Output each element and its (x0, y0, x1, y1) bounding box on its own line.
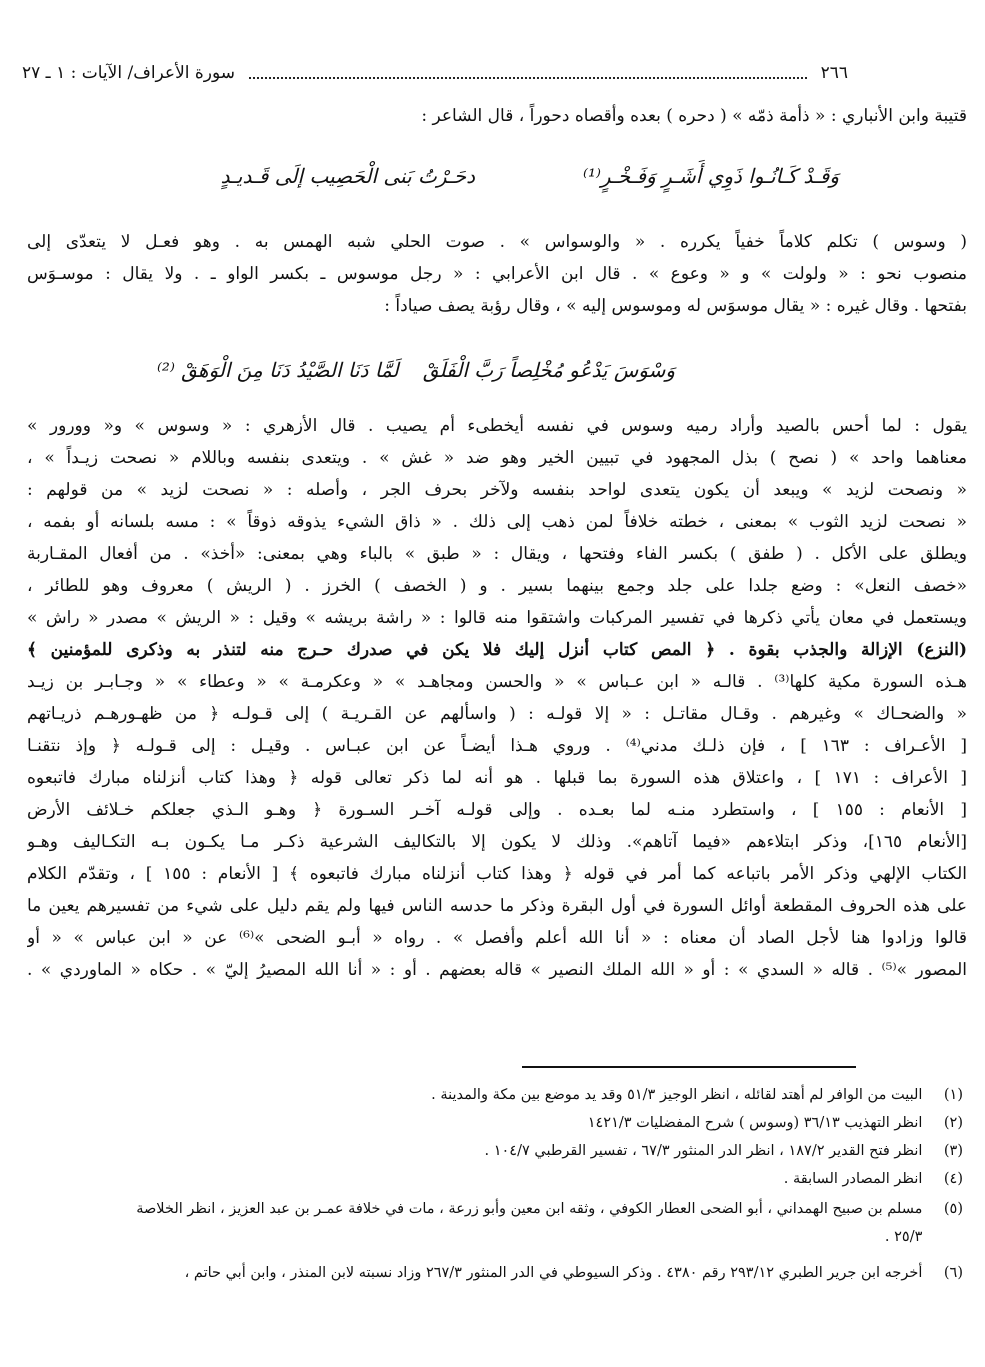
para1-line-3: بفتحها . وقال غيره : « يقال موسوَس له وموسوس إليه » ، وقال رؤبة يصف صياداً : (384, 296, 967, 316)
footnote-text: انظر التهذيب ٣٦/١٣ (وسوس ) شرح المفضليات ١٤٢١/٣ (587, 1115, 923, 1131)
footnote-text: انظر المصادر السابقة . (783, 1171, 923, 1187)
para2-line-11: [ الأعـراف : ١٦٣ ] ، فإن ذلـك مدني⁽⁴⁾ . وروي هـذا أيضـاً عن ابن عبـاس . وقيـل : إلى قـولـه ﴿ وإذ نتقنـا (27, 736, 967, 756)
page-number: ٢٦٦ (820, 63, 848, 83)
para2-line-13: [ الأنعام : ١٥٥ ] ، واستطرد منـه لما بعـده . وإلى قولـه آخـر السـورة ﴿ وهـو الـذي جعلكم خـلائف الأرض (27, 800, 967, 820)
para2-line-1: يقول : لما أحس بالصيد وأراد رميه وسوس في نفسه أيخطىء أم يصيب . قال الأزهري : « وسوس » و« وورور » (27, 416, 967, 436)
footnote-text: مسلم بن صبيح الهمداني ، أبو الضحى العطار الكوفي ، وثقه ابن معين وأبو زرعة ، مات في خلافة عمـر بن عبد العزيز ، انظر الخلاصة (136, 1201, 923, 1217)
footnote-4 (23, 1166, 963, 1192)
verse1-hemistich2: وَقَـدْ كَـانُـوا ذَوِي أَشَـرٍ وَفَـخْـرٍ⁽¹⁾ (583, 164, 839, 188)
footnote-text: البيت من الوافر لم أهتد لقائله ، انظر الوجيز ٥١/٣ وقد يد موضع بين مكة والمدينة . (431, 1087, 923, 1103)
running-title: سورة الأعراف/ الآيات : ١ ـ ٢٧ (22, 63, 236, 83)
verse2-hemistich1: وَسْوَسَ يَدْعُو مُخْلِصاً رَبَّ الْفَلَقْ (422, 358, 675, 382)
para2-line-4: « نصحت لزيد الثوب » بمعنى ، خطته خلافاً لمن ذهب إلى ذلك . « ذاق الشيء يذوقه ذوقاً » : مسه بلسانه أو بفمه ، (27, 512, 967, 532)
footnote-text: انظر فتح القدير ١٨٧/٢ ، انظر الدر المنثور ٦٧/٣ ، تفسير القرطبي ١٠٤/٧ . (484, 1143, 923, 1159)
para2-line-10: « والضحـاك » وغيرهم . وقـال مقاتـل : « إلا قولـه : ( واسألهم عن القـريـة ) إلى قـولـه ﴿ من ظهـورهـم ذريـاتهم (27, 704, 967, 724)
para2-line-14: [الأنعام ١٦٥]، وذكر ابتلاءهم «فيما آتاهم». وذلك لا يكون إلا بالتكاليف الشرعية ذكـر مـا يكـون بـه التكـاليف وهـو (27, 832, 967, 852)
para1-line-2: منصوب نحو : « ولولت » و « وعوع » . قال ابن الأعرابي : « رجل موسوس ـ بكسر الواو ـ . ولا يقال : موسـوَس (27, 264, 967, 284)
para2-line-12: [ الأعراف : ١٧١ ] ، واعتلاق هذه السورة بما قبلها . هو أنه لما ذكر تعالى قوله ﴿ وهذا كتاب أنزلناه مبارك فاتبعوه (27, 768, 967, 788)
footnote-number: (٦) (943, 1265, 963, 1281)
para2-line-5: ويطلق على الأكل . ( طفق ) بكسر الفاء وفتحها ، ويقال : « طبق » بالباء وهي بمعنى: «أخذ» . من أفعال المقـاربة (27, 544, 967, 564)
footnote-5-continuation (23, 1224, 963, 1250)
footnote-number: (٥) (943, 1201, 963, 1217)
intro-line: قتيبة وابن الأنباري : « ذأمة ذمّه » ( دحره ) بعده وأقصاه دحوراً ، قال الشاعر : (421, 106, 967, 126)
footnote-number: (٢) (943, 1115, 963, 1131)
verse1-hemistich1: دحَـرْتُ بَنى الْحَصِيب إلَى قَـديـدٍ (220, 164, 475, 188)
footnote-text: أخرجه ابن جرير الطبري ٢٩٣/١٢ رقم ٤٣٨٠ . وذكر السيوطي في الدر المنثور ٢٦٧/٣ وزاد نسبته لابن المنذر ، وابن أبي حاتم ، (184, 1265, 923, 1281)
para2-line-16: على هذه الحروف المقطعة أوائل السورة في أول البقرة وذكر ما حدسه الناس فيها ولم يقم دليل على شيء من تفسيرهم يعين ما (27, 896, 967, 916)
para2-line-2: معناهما واحد » ( نصح ) بذل المجهود في تبيين الخير وهو ضد « غش » . ويتعدى بنفسه وباللام « نصحت زيـداً » ، (27, 448, 967, 468)
verse2-hemistich2: لَمَّا دَنَا الصَّيْدُ دَنَا مِنَ الْوَهَقْ ⁽²⁾ (157, 358, 399, 382)
para1-line-1: ( وسوس ) تكلم كلاماً خفياً يكرره . « والوسواس » . صوت الحلي شبه الهمس به . وهو فعـل لا يتعدّى إلى (27, 232, 967, 252)
footnote-3 (23, 1138, 963, 1164)
footnote-1 (23, 1082, 963, 1108)
header-dotted-leader (249, 67, 807, 79)
para2-line-6: «خصف النعل» : وضع جلدا على جلد وجمع بينهما بسير . و ( الخصف ) الخرز . ( الريش ) معروف وهو للطائر ، (27, 576, 967, 596)
footnote-number: (١) (943, 1087, 963, 1103)
footnote-6 (23, 1260, 963, 1286)
footnote-text: ٢٥/٣ . (884, 1229, 923, 1245)
para2-line-3: « ونصحت لزيد » ويبعد أن يكون يتعدى لواحد بنفسه ولآخر بحرف الجر ، وأصله : « نصحت لزيد » من قولهم : (27, 480, 967, 500)
para2-line-7: ويستعمل في معان يأتي ذكرها في تفسير المركبات واشتقوا منه قالوا : « راشة بريشه » وقيل : « الريش » مصدر « راش » (27, 608, 967, 628)
para2-line-18: المصور »⁽⁵⁾ . قاله « السدي » : أو « الله الملك النصير » قاله بعضهم . أو : « أنا الله المصيرُ إليّ » . حكاه « الماوردي » . (27, 960, 967, 980)
para2-line-15: الكتاب الإلهي وذكر الأمر باتباعه كما أمر في قوله ﴿ وهذا كتاب أنزلناه مبارك فاتبعوه ﴾ [ الأنعام : ١٥٥ ] ، وتقدّم الكلام (27, 864, 967, 884)
footnote-2 (23, 1110, 963, 1136)
para2-line-17: قالوا وزادوا هنا لأجل الصاد أن معناه : « أنا الله أعلم وأفصل » . رواه « أبـو الضحى »⁽⁶⁾ عن « ابن عباس » « أو (27, 928, 967, 948)
running-header (22, 58, 848, 88)
para2-line-9: هـذه السورة مكية كلها⁽³⁾ . قالـه « ابن عـباس » « والحسن ومجاهـد » « وعكرمـة » « وعطاء » « وجـابـر بن زيـد (27, 672, 967, 692)
footnote-number: (٤) (943, 1171, 963, 1187)
footnote-separator (522, 1066, 856, 1068)
footnote-number: (٣) (943, 1143, 963, 1159)
para2-line-8: (النزع) الإزالة والجذب بقوة . ﴿ المص كتاب أنزل إليك فلا يكن في صدرك حـرج منه لتنذر به وذكرى للمؤمنين ﴾ (27, 640, 967, 660)
footnote-5 (23, 1196, 963, 1222)
